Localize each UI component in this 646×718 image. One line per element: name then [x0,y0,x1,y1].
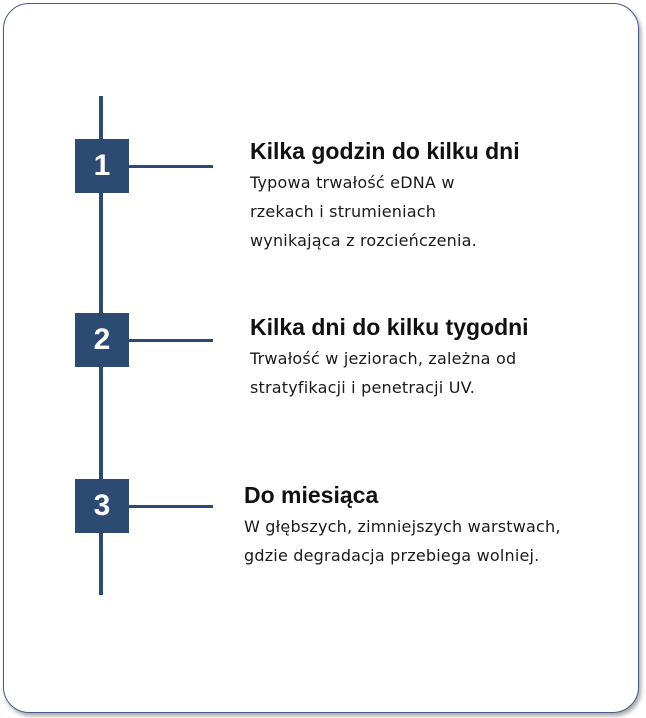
step-2-description-line-1: Trwałość w jeziorach, zależna od [250,349,517,368]
step-1-number: 1 [93,149,111,182]
step-2-description-line-2: stratyfikacji i penetracji UV. [250,378,475,397]
step-3-title: Do miesiąca [244,482,379,508]
step-3-description-line-1: W głębszych, zimniejszych warstwach, [244,517,561,536]
step-2-title: Kilka dni do kilku tygodni [250,314,529,340]
step-3-connector [129,505,213,508]
step-3-description [244,512,561,570]
step-1-title: Kilka godzin do kilku dni [250,138,520,164]
step-3-number: 3 [93,489,111,522]
step-1-description-line-2: rzekach i strumieniach [250,202,437,221]
step-3-description-line-2: gdzie degradacja przebiega wolniej. [244,546,540,565]
step-1-number-box [75,139,129,193]
step-2-number: 2 [93,323,111,356]
step-1-description-line-3: wynikająca z rozcieńczenia. [250,231,477,250]
step-1-connector [129,165,213,168]
step-2-connector [129,339,213,342]
step-2-number-box [75,313,129,367]
step-2-description [250,344,516,402]
step-1-description [250,168,477,255]
step-3-number-box [75,479,129,533]
step-1-description-line-1: Typowa trwałość eDNA w [250,173,455,192]
